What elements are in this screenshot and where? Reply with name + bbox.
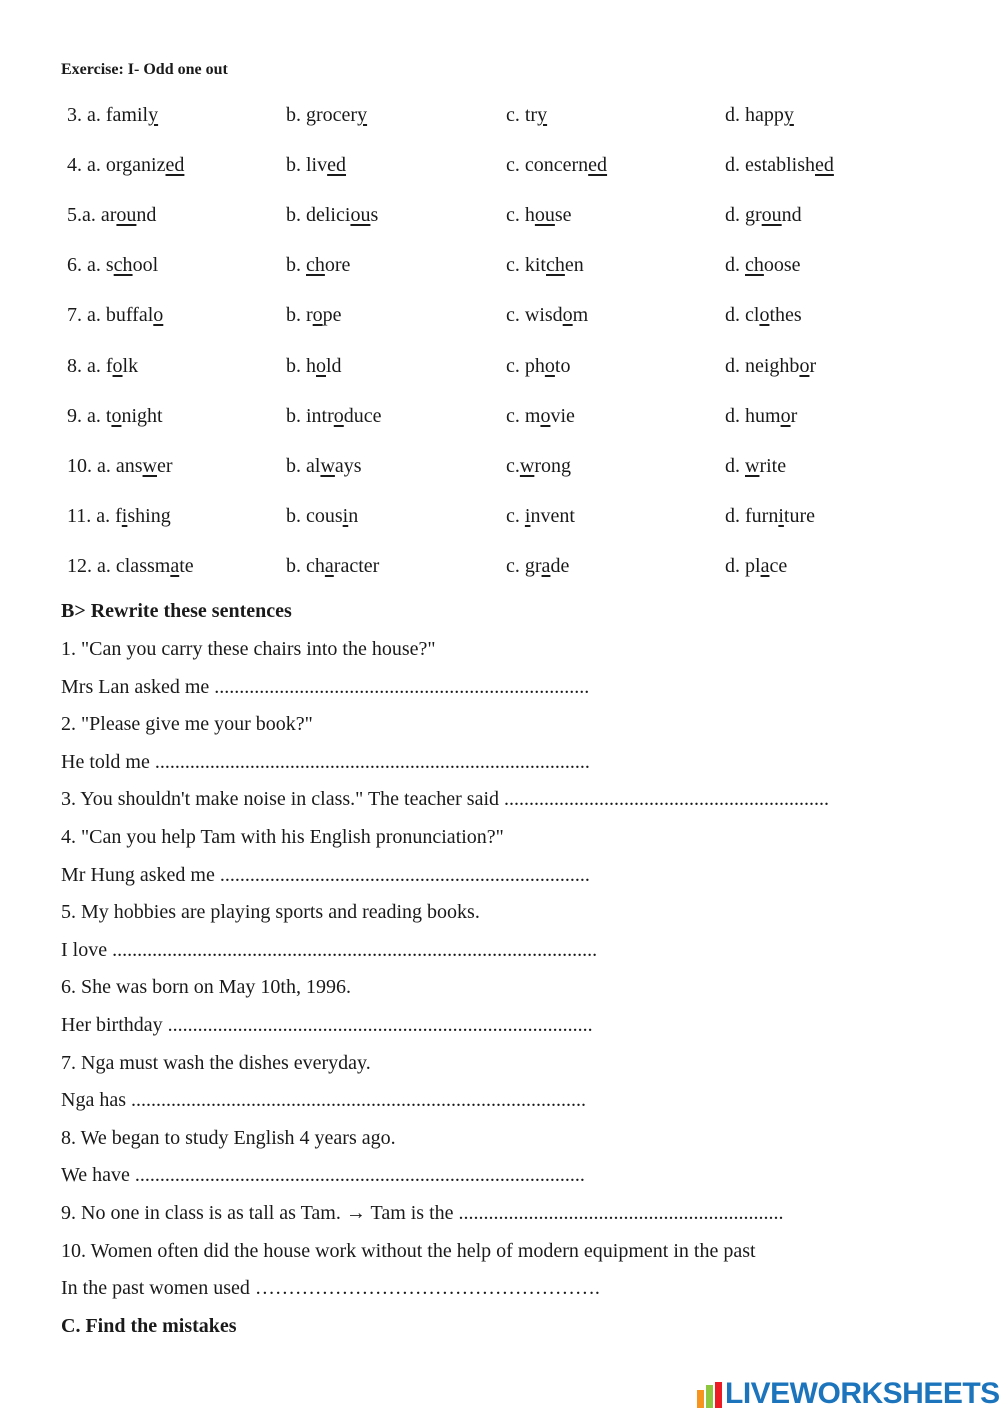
option-a: 12. a. classmate <box>67 555 194 577</box>
option-d: d. established <box>725 154 834 176</box>
option-b: b. character <box>286 555 380 577</box>
sentence-line: 9. No one in class is as tall as Tam. → Tam is the ................................................................. <box>61 1202 784 1224</box>
sentence-line: Mrs Lan asked me ........................................................................... <box>61 676 590 698</box>
underlined-sound: y <box>357 104 368 126</box>
underlined-sound: o <box>316 355 326 377</box>
underlined-sound: o <box>112 355 123 377</box>
underlined-sound: o <box>544 355 555 377</box>
underlined-sound: ou <box>350 204 371 226</box>
odd-row <box>0 254 1000 280</box>
underlined-sound: ch <box>745 254 764 276</box>
option-a: 9. a. tonight <box>67 405 163 427</box>
option-c: c. kitchen <box>506 254 584 276</box>
underlined-sound: i <box>121 505 128 527</box>
underlined-sound: ed <box>327 154 347 176</box>
option-a: 10. a. answer <box>67 455 173 477</box>
underlined-sound: o <box>759 304 770 326</box>
underlined-sound: o <box>153 304 164 326</box>
option-a: 5.a. around <box>67 204 157 226</box>
liveworksheets-logo <box>697 1377 1000 1410</box>
sentence-line: Her birthday ..................................................................................... <box>61 1014 593 1036</box>
logo-text: LIVEWORKSHEETS <box>725 1377 1000 1410</box>
odd-row <box>0 505 1000 531</box>
underlined-sound: o <box>540 405 551 427</box>
underlined-sound: o <box>333 405 344 427</box>
underlined-sound: ou <box>534 204 555 226</box>
option-a: 4. a. organized <box>67 154 185 176</box>
option-b: b. delicious <box>286 204 379 226</box>
underlined-sound: o <box>312 304 323 326</box>
option-b: b. lived <box>286 154 347 176</box>
option-c: c. house <box>506 204 572 226</box>
option-b: b. cousin <box>286 505 359 527</box>
odd-row <box>0 455 1000 481</box>
underlined-sound: o <box>111 405 122 427</box>
sentence-line: 8. We began to study English 4 years ago. <box>61 1127 396 1149</box>
underlined-sound: i <box>342 505 349 527</box>
option-a: 8. a. folk <box>67 355 139 377</box>
option-d: d. humor <box>725 405 798 427</box>
sentence-line: Mr Hung asked me .......................................................................... <box>61 864 590 886</box>
odd-row <box>0 204 1000 230</box>
sentence-line: He told me ....................................................................................... <box>61 751 590 773</box>
option-b: b. always <box>286 455 362 477</box>
underlined-sound: y <box>537 104 548 126</box>
sentence-line: In the past women used ……………………………………………. <box>61 1277 600 1299</box>
option-d: d. ground <box>725 204 802 226</box>
underlined-sound: y <box>783 104 794 126</box>
underlined-sound: y <box>148 104 159 126</box>
section-c-title: C. Find the mistakes <box>61 1315 237 1337</box>
underlined-sound: ou <box>116 204 137 226</box>
sentence-line: We have .......................................................................................... <box>61 1164 585 1186</box>
sentence-line: 5. My hobbies are playing sports and reading books. <box>61 901 480 923</box>
underlined-sound: ed <box>588 154 608 176</box>
odd-row <box>0 104 1000 130</box>
underlined-sound: w <box>519 455 535 477</box>
sentence-line: Nga has ........................................................................................... <box>61 1089 586 1111</box>
underlined-sound: ch <box>306 254 325 276</box>
underlined-sound: a <box>541 555 551 577</box>
underlined-sound: a <box>170 555 180 577</box>
underlined-sound: w <box>142 455 157 477</box>
sentence-line: I love ................................................................................................. <box>61 939 598 961</box>
option-b: b. grocery <box>286 104 368 126</box>
option-c: c. invent <box>506 505 575 527</box>
underlined-sound: o <box>562 304 573 326</box>
underlined-sound: ed <box>165 154 185 176</box>
option-d: d. write <box>725 455 787 477</box>
underlined-sound: ou <box>761 204 782 226</box>
option-c: c. photo <box>506 355 571 377</box>
underlined-sound: w <box>745 455 760 477</box>
option-d: d. choose <box>725 254 801 276</box>
option-c: c. grade <box>506 555 570 577</box>
underlined-sound: w <box>320 455 335 477</box>
underlined-sound: a <box>324 555 334 577</box>
sentence-line: 2. "Please give me your book?" <box>61 713 313 735</box>
sentence-line: 3. You shouldn't make noise in class." The teacher said ................................................................. <box>61 788 829 810</box>
option-a: 7. a. buffalo <box>67 304 164 326</box>
option-d: d. neighbor <box>725 355 817 377</box>
option-b: b. rope <box>286 304 342 326</box>
odd-row <box>0 154 1000 180</box>
option-c: c.wrong <box>506 455 572 477</box>
odd-row <box>0 555 1000 581</box>
sentence-line: 1. "Can you carry these chairs into the house?" <box>61 638 436 660</box>
underlined-sound: a <box>760 555 770 577</box>
option-d: d. happy <box>725 104 794 126</box>
underlined-sound: o <box>799 355 810 377</box>
option-d: d. furniture <box>725 505 815 527</box>
underlined-sound: ch <box>546 254 565 276</box>
option-c: c. concerned <box>506 154 608 176</box>
underlined-sound: ed <box>815 154 834 176</box>
underlined-sound: i <box>524 505 531 527</box>
option-b: b. hold <box>286 355 342 377</box>
odd-row <box>0 405 1000 431</box>
underlined-sound: ch <box>113 254 133 276</box>
option-c: c. try <box>506 104 548 126</box>
option-a: 11. a. fishing <box>67 505 171 527</box>
option-a: 3. a. family <box>67 104 159 126</box>
underlined-sound: o <box>780 405 791 427</box>
odd-row <box>0 304 1000 330</box>
sentence-line: 4. "Can you help Tam with his English pronunciation?" <box>61 826 504 848</box>
underlined-sound: i <box>778 505 784 527</box>
sentence-line: 10. Women often did the house work without the help of modern equipment in the past <box>61 1240 756 1262</box>
option-d: d. clothes <box>725 304 802 326</box>
sentence-line: 7. Nga must wash the dishes everyday. <box>61 1052 371 1074</box>
odd-row <box>0 355 1000 381</box>
section-b-title: B> Rewrite these sentences <box>61 600 292 622</box>
sentence-line: 6. She was born on May 10th, 1996. <box>61 976 351 998</box>
option-d: d. place <box>725 555 788 577</box>
option-b: b. chore <box>286 254 351 276</box>
option-c: c. movie <box>506 405 575 427</box>
option-b: b. introduce <box>286 405 382 427</box>
logo-icon <box>697 1382 723 1408</box>
exercise-title: Exercise: I- Odd one out <box>61 61 228 78</box>
option-a: 6. a. school <box>67 254 159 276</box>
option-c: c. wisdom <box>506 304 589 326</box>
